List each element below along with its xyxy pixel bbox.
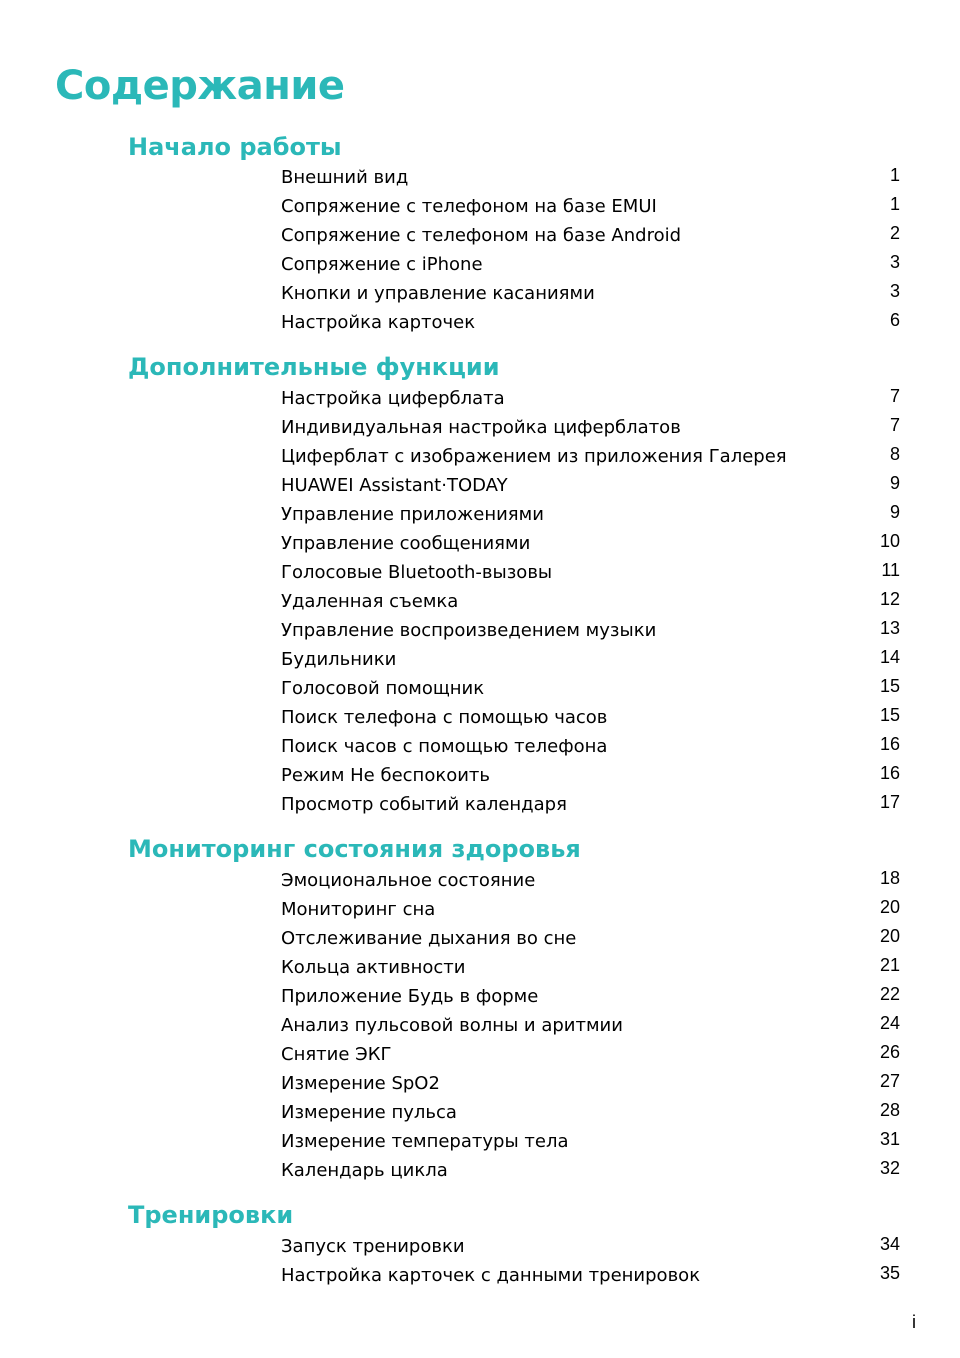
toc-entry[interactable]: [0, 956, 960, 985]
toc-entry[interactable]: [0, 648, 960, 677]
toc-entry[interactable]: [0, 764, 960, 793]
entry-label: Голосовые Bluetooth-вызовы: [281, 562, 553, 583]
entry-page-number: 24: [879, 1013, 900, 1033]
toc-entry[interactable]: [0, 474, 960, 503]
entry-page-number: 16: [879, 763, 900, 783]
entry-page-number: 15: [879, 705, 900, 725]
entry-page-number: 9: [889, 473, 900, 493]
entry-page-number: 22: [879, 984, 900, 1004]
entry-page-number: 7: [889, 415, 900, 435]
entry-label: Управление воспроизведением музыки: [281, 620, 657, 641]
toc-entry[interactable]: [0, 590, 960, 619]
entry-label: Сопряжение с iPhone: [281, 254, 483, 275]
toc-entry[interactable]: [0, 898, 960, 927]
toc-entry[interactable]: [0, 561, 960, 590]
entry-label: Измерение пульса: [281, 1102, 457, 1123]
toc-entry[interactable]: [0, 1043, 960, 1072]
entry-label: Анализ пульсовой волны и аритмии: [281, 1015, 623, 1036]
entry-page-number: 2: [889, 223, 900, 243]
entry-label: Внешний вид: [281, 167, 409, 188]
page-number: i: [912, 1312, 916, 1332]
toc-entry[interactable]: [0, 677, 960, 706]
section-title: Начало работы: [128, 133, 342, 161]
toc-entry[interactable]: [0, 927, 960, 956]
entry-label: Календарь цикла: [281, 1160, 448, 1181]
entry-label: Сопряжение с телефоном на базе Android: [281, 225, 682, 246]
entry-label: Настройка карточек с данными тренировок: [281, 1265, 701, 1286]
toc-entry[interactable]: [0, 532, 960, 561]
toc-entry[interactable]: [0, 619, 960, 648]
toc-entry[interactable]: [0, 445, 960, 474]
toc-entry[interactable]: [0, 1235, 960, 1264]
entry-page-number: 9: [889, 502, 900, 522]
toc-entry[interactable]: [0, 224, 960, 253]
section-title: Тренировки: [128, 1201, 294, 1229]
entry-label: Поиск телефона с помощью часов: [281, 707, 608, 728]
entry-page-number: 26: [879, 1042, 900, 1062]
entry-label: Настройка циферблата: [281, 388, 505, 409]
entry-label: Будильники: [281, 649, 397, 670]
entry-page-number: 8: [889, 444, 900, 464]
entry-page-number: 32: [879, 1158, 900, 1178]
toc-entry[interactable]: [0, 1130, 960, 1159]
toc-entry[interactable]: [0, 1072, 960, 1101]
toc-entry[interactable]: [0, 1101, 960, 1130]
entry-page-number: 12: [879, 589, 900, 609]
entry-label: Управление сообщениями: [281, 533, 531, 554]
toc-entry[interactable]: [0, 735, 960, 764]
section-title: Дополнительные функции: [128, 353, 500, 381]
entry-page-number: 14: [879, 647, 900, 667]
toc-entry[interactable]: [0, 985, 960, 1014]
entry-page-number: 3: [889, 281, 900, 301]
entry-label: HUAWEI Assistant·TODAY: [281, 475, 508, 496]
toc-entry[interactable]: [0, 195, 960, 224]
toc-entry[interactable]: [0, 869, 960, 898]
entry-page-number: 34: [879, 1234, 900, 1254]
entry-page-number: 1: [889, 165, 900, 185]
toc-title: Содержание: [55, 63, 345, 109]
toc-entry[interactable]: [0, 1014, 960, 1043]
entry-label: Запуск тренировки: [281, 1236, 465, 1257]
entry-page-number: 35: [879, 1263, 900, 1283]
entry-label: Снятие ЭКГ: [281, 1044, 392, 1065]
entry-label: Кольца активности: [281, 957, 466, 978]
entry-page-number: 17: [879, 792, 900, 812]
entry-label: Управление приложениями: [281, 504, 544, 525]
toc-entry[interactable]: [0, 503, 960, 532]
toc-entry[interactable]: [0, 706, 960, 735]
toc-entry[interactable]: [0, 793, 960, 822]
entry-page-number: 3: [889, 252, 900, 272]
entry-label: Индивидуальная настройка циферблатов: [281, 417, 681, 438]
entry-label: Измерение SpO2: [281, 1073, 440, 1094]
entry-page-number: 31: [879, 1129, 900, 1149]
entry-page-number: 27: [879, 1071, 900, 1091]
entry-page-number: 16: [879, 734, 900, 754]
entry-label: Поиск часов с помощью телефона: [281, 736, 608, 757]
entry-page-number: 13: [879, 618, 900, 638]
toc-entry[interactable]: [0, 1159, 960, 1188]
toc-entry[interactable]: [0, 166, 960, 195]
entry-label: Просмотр событий календаря: [281, 794, 567, 815]
entry-page-number: 7: [889, 386, 900, 406]
toc-entry[interactable]: [0, 387, 960, 416]
entry-label: Мониторинг сна: [281, 899, 436, 920]
entry-label: Режим Не беспокоить: [281, 765, 491, 786]
toc-entry[interactable]: [0, 416, 960, 445]
entry-page-number: 6: [889, 310, 900, 330]
toc-entry[interactable]: [0, 282, 960, 311]
toc-entry[interactable]: [0, 311, 960, 340]
entry-label: Кнопки и управление касаниями: [281, 283, 595, 304]
entry-label: Отслеживание дыхания во сне: [281, 928, 577, 949]
entry-page-number: 11: [881, 560, 900, 580]
entry-page-number: 18: [879, 868, 900, 888]
entry-page-number: 20: [879, 926, 900, 946]
entry-page-number: 15: [879, 676, 900, 696]
entry-page-number: 20: [879, 897, 900, 917]
entry-page-number: 21: [879, 955, 900, 975]
entry-label: Сопряжение с телефоном на базе EMUI: [281, 196, 657, 217]
toc-entry[interactable]: [0, 253, 960, 282]
entry-label: Циферблат с изображением из приложения Галерея: [281, 446, 787, 467]
entry-page-number: 1: [889, 194, 900, 214]
entry-page-number: 28: [879, 1100, 900, 1120]
section-title: Мониторинг состояния здоровья: [128, 835, 581, 863]
entry-label: Приложение Будь в форме: [281, 986, 539, 1007]
entry-label: Настройка карточек: [281, 312, 476, 333]
entry-label: Удаленная съемка: [281, 591, 459, 612]
entry-label: Голосовой помощник: [281, 678, 485, 699]
entry-page-number: 10: [879, 531, 900, 551]
toc-entry[interactable]: [0, 1264, 960, 1293]
entry-label: Эмоциональное состояние: [281, 870, 536, 891]
entry-label: Измерение температуры тела: [281, 1131, 569, 1152]
